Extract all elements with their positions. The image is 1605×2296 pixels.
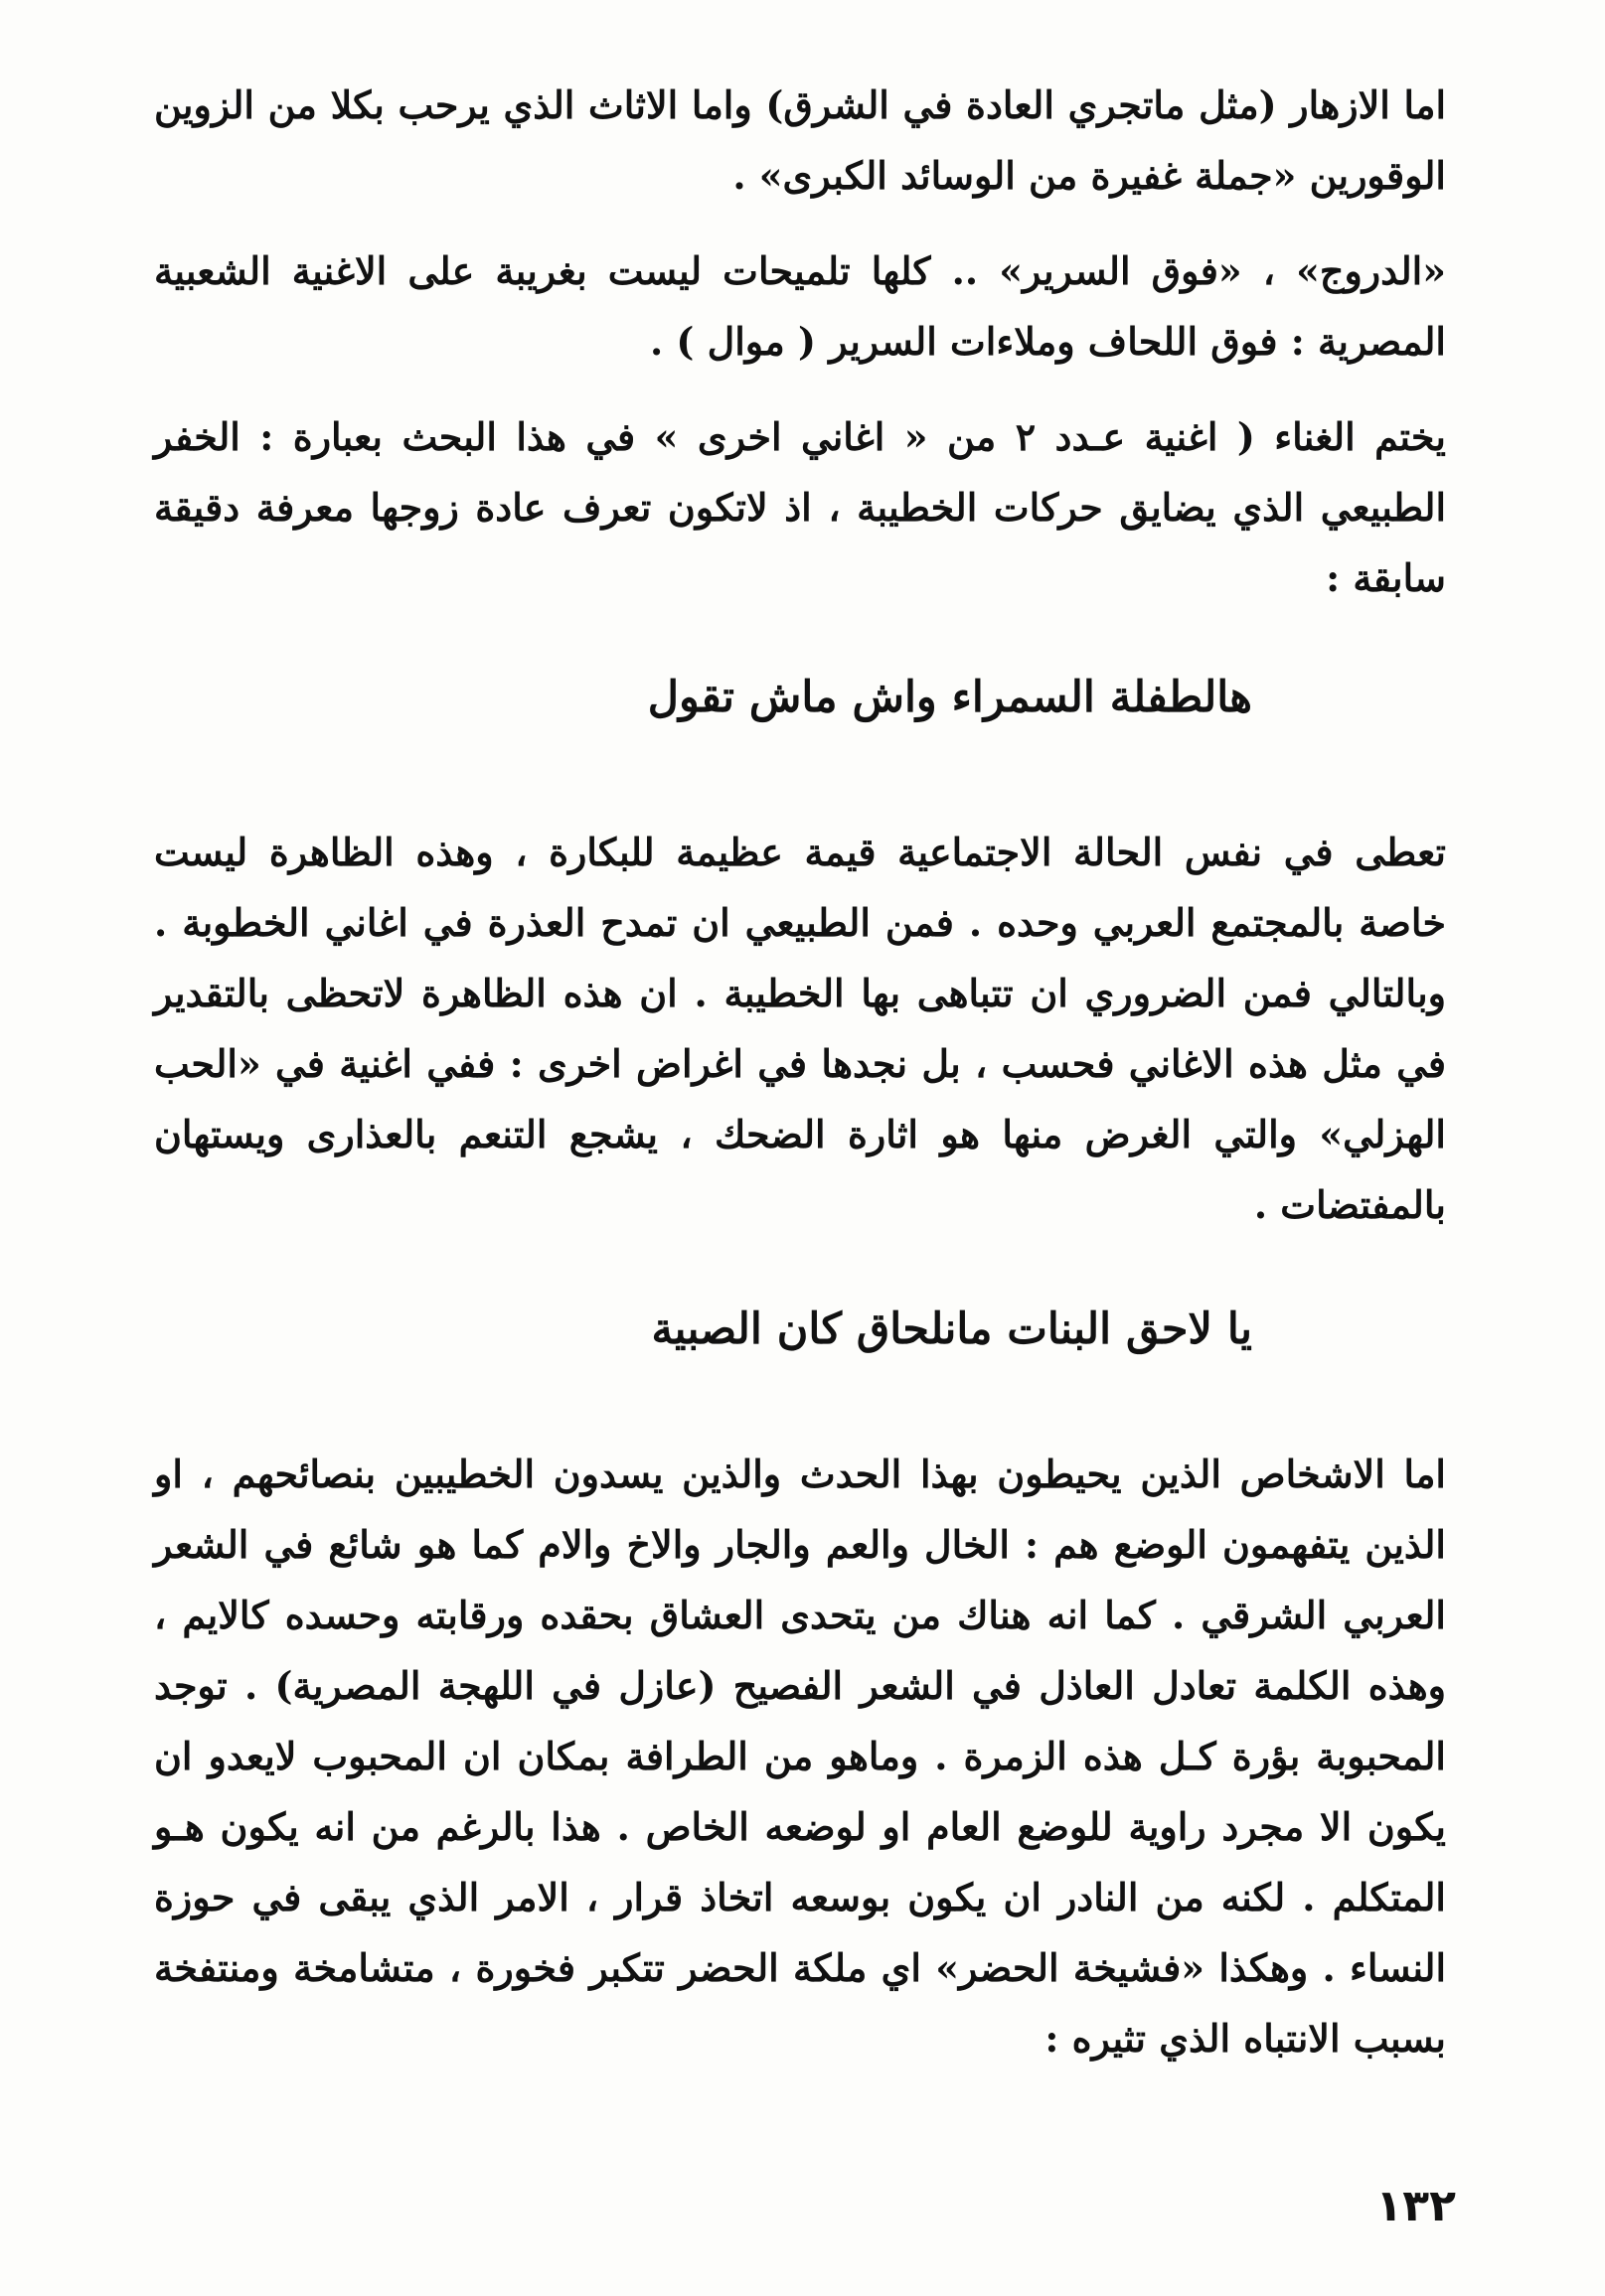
paragraph-5: اما الاشخاص الذين يحيطون بهذا الحدث والذين يسدون الخطيبين بنصائحهم ، او الذين يتفهمون الوضع هم : الخال والعم والجار والاخ والام كما هو شائع في الشعر العربي الشرقي . كما انه هناك من يتحدى العشاق بحقده ورقابته وحسده كالايم ، وهذه الكلمة تعادل العاذل في الشعر الفصيح (عازل في اللهجة المصرية) . توجد المحبوبة بؤرة كـل هذه الزمرة . وماهو من الطرافة بمكان ان المحبوب لايعدو ان يكون الا مجرد راوية للوضع العام او لوضعه الخاص . هذا بالرغم من انه يكون هـو المتكلم . لكنه من النادر ان يكون بوسعه اتخاذ قرار ، الامر الذي يبقى في حوزة النساء . وهكذا «فشيخة الحضر» اي ملكة الحضر تتكبر فخورة ، متشامخة ومنتفخة بسبب الانتباه الذي تثيره : <box>154 1452 1446 2061</box>
paragraph-2: «الدروج» ، «فوق السرير» .. كلها تلميحات ليست بغريبة على الاغنية الشعبية المصرية : فوق اللحاف وملاءات السرير ( موال ) . <box>154 248 1446 364</box>
song-heading-1: هالطفلة السمراء واش ماش تقول <box>647 673 1252 722</box>
paragraph-4: تعطى في نفس الحالة الاجتماعية قيمة عظيمة للبكارة ، وهذه الظاهرة ليست خاصة بالمجتمع العربي وحده . فمن الطبيعي ان تمدح العذرة في اغاني الخطوبة . وبالتالي فمن الضروري ان تتباهى بها الخطيبة . ان هذه الظاهرة لاتحظى بالتقدير في مثل هذه الاغاني فحسب ، بل نجدها في اغراض اخرى : ففي اغنية في «الحب الهزلي» والتي الغرض منها هو اثارة الضحك ، يشجع التنعم بالعذارى ويستهان بالمفتضات . <box>154 830 1446 1227</box>
page-body <box>154 70 1446 2073</box>
paragraph-3: يختم الغناء ( اغنية عـدد ٢ من « اغاني اخرى » في هذا البحث بعبارة : الخفر الطبيعي الذي يضايق حركات الخطيبة ، اذ لاتكون تعرف عادة زوجها معرفة دقيقة سابقة : <box>154 414 1446 600</box>
page-number: ١٣٢ <box>1375 2181 1456 2231</box>
song-heading-2: يا لاحق البنات مانلحاق كان الصبية <box>651 1304 1252 1354</box>
paragraph-1: اما الازهار (مثل ماتجري العادة في الشرق) واما الاثاث الذي يرحب بكلا من الزوين الوقورين «جملة غفيرة من الوسائد الكبرى» . <box>154 82 1446 198</box>
